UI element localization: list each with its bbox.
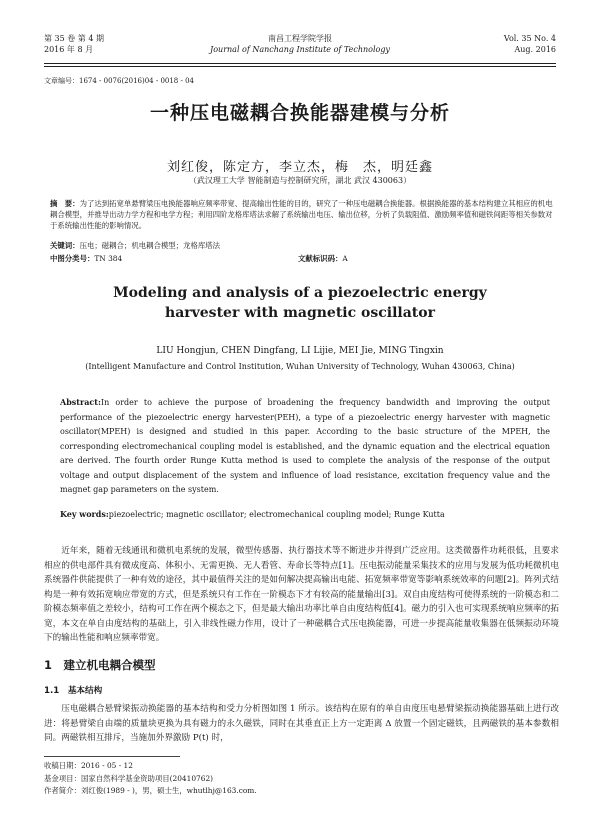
authors-cn: 刘红俊，陈定方，李立杰，梅 杰，明廷鑫 bbox=[166, 160, 433, 175]
header-center bbox=[44, 33, 556, 55]
document-code bbox=[298, 253, 348, 264]
title-en-line2: harvester with magnetic oscillator bbox=[165, 305, 435, 321]
header-rule-top bbox=[44, 63, 556, 64]
abstract-en-text: In order to achieve the purpose of broadening the frequency bandwidth and improving the output performance of the piezoelectric energy harvester(PEH), a type of a piezoelectric energy harvester with magnetic oscillator(MPEH) is designed and studied in this paper. According to the basic structure of the MPEH, the corresponding electromechanical coupling model is established, and the dynamic equation and the electrical equation are derived. The fourth order Runge Kutta method is used to complete the analysis of the response of the output voltage and output displacement of the system and influence of load resistance, excitation frequency value and the magnet gap parameters on the system. bbox=[60, 398, 550, 494]
keywords-cn-text: 压电；磁耦合；机电耦合模型；龙格库塔法 bbox=[79, 241, 221, 250]
clc-label: 中图分类号： bbox=[50, 254, 95, 263]
section-1-heading: 1 建立机电耦合模型 bbox=[44, 658, 156, 672]
volume-cn: 第 35 卷 第 4 期 bbox=[44, 34, 104, 43]
journal-name-cn: 南昌工程学院学报 bbox=[268, 34, 332, 43]
authors-en: LIU Hongjun, CHEN Dingfang, LI Lijie, MEI Jie, MING Tingxin bbox=[156, 346, 444, 356]
abstract-cn-label: 摘 要： bbox=[50, 199, 80, 208]
doc-code-label: 文献标识码： bbox=[298, 254, 343, 263]
affiliation-en: (Intelligent Manufacture and Control Institution, Wuhan University of Technology, Wuhan 430063, China) bbox=[85, 362, 515, 371]
footnote-received: 收稿日期：2016 - 05 - 12 bbox=[44, 761, 133, 770]
doc-code-value: A bbox=[342, 254, 348, 263]
keywords-en bbox=[60, 509, 550, 519]
abstract-cn bbox=[50, 198, 555, 231]
abstract-en-label: Abstract: bbox=[60, 397, 101, 407]
header-right bbox=[504, 33, 556, 55]
footnotes bbox=[44, 760, 559, 798]
keywords-cn-label: 关键词： bbox=[50, 241, 80, 250]
keywords-cn bbox=[50, 240, 220, 251]
title-en-line1: Modeling and analysis of a piezoelectric energy bbox=[113, 285, 487, 301]
abstract-cn-text: 为了达到拓宽单悬臂梁压电换能器响应频率带宽、提高输出性能的目的，研究了一种压电磁耦合换能器。根据换能器的基本结构建立其相应的机电耦合模型，并推导出动力学方程和电学方程；利用四阶龙格库塔法求解了系统输出电压、输出位移，分析了负载阻值、激励频率值和磁铁间距等相关参数对于系统输出性能的影响情况。 bbox=[50, 199, 553, 230]
introduction-paragraph: 近年来，随着无线通讯和微机电系统的发展，微型传感器、执行器技术等不断进步并得到广泛应用。这类微器件功耗很低，且要求相应的供电部件具有微成度高、体积小、无需更换、无人看管、寿命长等特点[1]。压电振动能量采集技术的应用与发展为低功耗微机电系统器件供能提供了一种有效的途径，其中最值得关注的是如何解决提高输出电能、拓宽频率带宽等影响系统效率的问题[2]。阵列式结构是一种有效拓宽响应带宽的方式，但是系统只有工作在一阶模态下才有较高的能量输出[3]。双自由度结构可使得系统的一阶模态和二阶模态频率值之差较小，结构可工作在两个模态之下，但是最大输出功率比单自由度结构低[4]。磁力的引入也可实现系统响应频率的拓宽，本文在单自由度结构的基础上，引入非线性磁力作用，设计了一种磁耦合式压电换能器，可进一步提高能量收集器在低频振动环境下的输出性能和响应频率带宽。 bbox=[44, 546, 559, 643]
volume-en: Vol. 35 No. 4 bbox=[503, 34, 556, 43]
footnote-author: 作者简介：刘红俊(1989 - )，男，硕士生，whutlhj@163.com. bbox=[44, 786, 257, 795]
article-id: 文章编号：1674 - 0076(2016)04 - 0018 - 04 bbox=[44, 77, 194, 85]
section-1-1-paragraph: 压电磁耦合悬臂梁振动换能器的基本结构和受力分析图如图 1 所示。该结构在原有的单自由度压电悬臂梁振动换能器基础上进行改进：将悬臂梁自由端的质量块更换为具有磁力的永久磁铁，同时在其垂直正上方一定距离 Δ 放置一个固定磁铁，且两磁铁的基本参数相同。两磁铁相互排斥，当施加外界激励 P(t) 时， bbox=[44, 704, 559, 743]
date-cn: 2016 年 8 月 bbox=[44, 45, 94, 54]
keywords-en-text: piezoelectric; magnetic oscillator; electromechanical coupling model; Runge Kutta bbox=[108, 510, 445, 519]
section-1-1-heading: 1.1 基本结构 bbox=[44, 686, 103, 696]
keywords-en-label: Key words: bbox=[60, 509, 109, 519]
title-cn: 一种压电磁耦合换能器建模与分析 bbox=[149, 102, 450, 124]
running-header bbox=[44, 33, 556, 63]
title-en bbox=[0, 283, 600, 323]
date-en: Aug. 2016 bbox=[514, 45, 556, 54]
clc-number bbox=[50, 253, 122, 264]
footnote-rule bbox=[44, 756, 180, 757]
abstract-en bbox=[60, 395, 550, 498]
journal-name-en: Journal of Nanchang Institute of Technology bbox=[210, 45, 390, 54]
clc-value: TN 384 bbox=[94, 254, 123, 263]
affiliation-cn: （武汉理工大学 智能制造与控制研究所，湖北 武汉 430063） bbox=[188, 176, 412, 185]
footnote-fund: 基金项目：国家自然科学基金资助项目(20410762) bbox=[44, 773, 214, 783]
header-rule-bottom bbox=[44, 66, 556, 67]
